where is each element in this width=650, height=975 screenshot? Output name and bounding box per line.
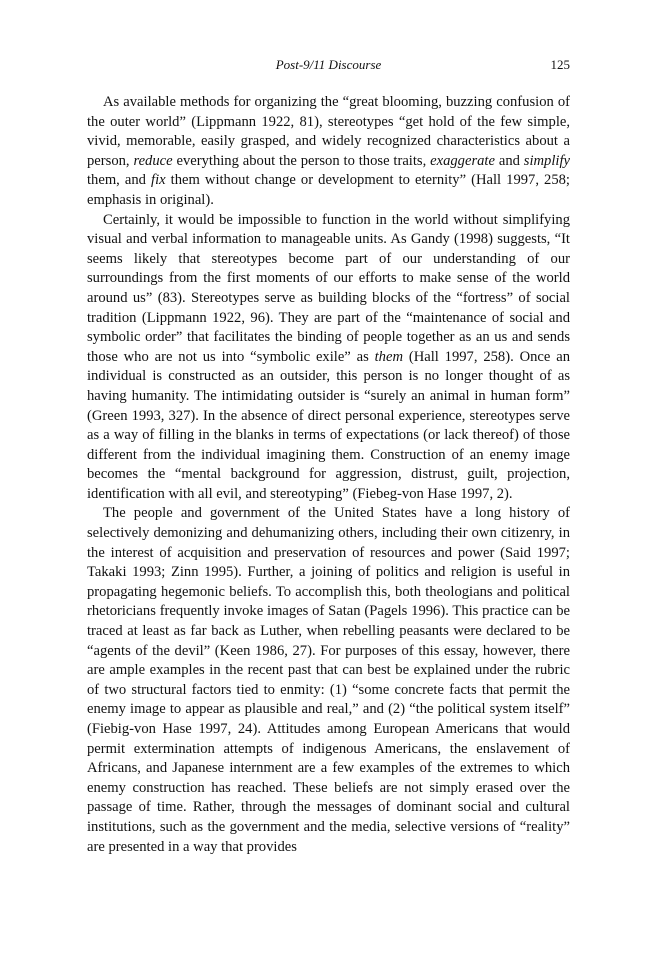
text-run: them without change or development to eternity” (Hall 1997, 258; emphasis in original). [87,172,570,208]
text-run: them, and [87,172,152,189]
book-page [87,57,570,857]
emphasis-exaggerate: exaggerate [430,152,495,169]
body-text [87,93,570,857]
paragraph-1 [87,93,570,211]
emphasis-them: them [374,348,403,365]
emphasis-simplify: simplify [523,152,570,169]
running-title: Post-9/11 Discourse [275,57,382,72]
text-run: Certainly, it would be impossible to function in the world without simplifying visual and verbal information to manageable units. As Gandy (1998) suggests, “It seems likely that stereotypes become part of our understanding of our surroundings from the first moments of our efforts to make sense of the world around us” (83). Stereotypes serve as building blocks of the “fortress” of social tradition (Lippmann 1922, 96). They are part of the “maintenance of social and symbolic order” that facilitates the binding of people together as an us and sends those who are not us into “symbolic exile” as [87,211,570,365]
paragraph-3 [87,504,570,857]
text-run: everything about the person to those traits, [172,152,431,169]
emphasis-fix: fix [151,172,166,189]
paragraph-2 [87,211,570,505]
text-run: The people and government of the United States have a long history of selectively demonizing and dehumanizing others, including their own citizenry, in the interest of acquisition and preservation of resources and power (Said 1997; Takaki 1993; Zinn 1995). Further, a joining of politics and religion is useful in propagating hegemonic beliefs. To accomplish this, both theologians and political rhetoricians frequently invoke images of Satan (Pagels 1996). This practice can be traced at least as far back as Luther, when rebelling peasants were declared to be “agents of the devil” (Keen 1986, 27). For purposes of this essay, however, there are ample examples in the recent past that can best be explained under the rubric of two structural factors tied to enmity: (1) “some concrete facts that permit the enemy image to appear as plausible and real,” and (2) “the political system itself” (Fiebig-von Hase 1997, 24). Attitudes among European Americans that would permit extermination attempts of indigenous Americans, the enslavement of Africans, and Japanese internment are a few examples of the extremes to which enemy construction has reached. These beliefs are not simply erased over the passage of time. Rather, through the messages of dominant social and cultural institutions, such as the government and the media, selective versions of “reality” are presented in a way that provides [87,505,570,855]
text-run: and [494,152,524,169]
text-run: As available methods for organizing the “great blooming, buzzing confusion of the outer world” (Lippmann 1922, 81), stereotypes “get hold of the few simple, vivid, memorable, easily grasped, and widely recognized characteristics about a person, [87,94,570,169]
page-number: 125 [550,57,570,72]
running-head [87,57,570,79]
text-run: (Hall 1997, 258). Once an individual is constructed as an outsider, this person is no longer thought of as having humanity. The intimidating outsider is “surely an animal in human form” (Green 1993, 327). In the absence of direct personal experience, stereotypes serve as a way of filling in the blanks in terms of expectations (or lack thereof) of those different from the individual imagining them. Construction of an enemy image becomes the “mental background for aggression, distrust, guilt, projection, identification with all evil, and stereotyping” (Fiebeg-von Hase 1997, 2). [87,348,570,502]
emphasis-reduce: reduce [133,152,173,169]
